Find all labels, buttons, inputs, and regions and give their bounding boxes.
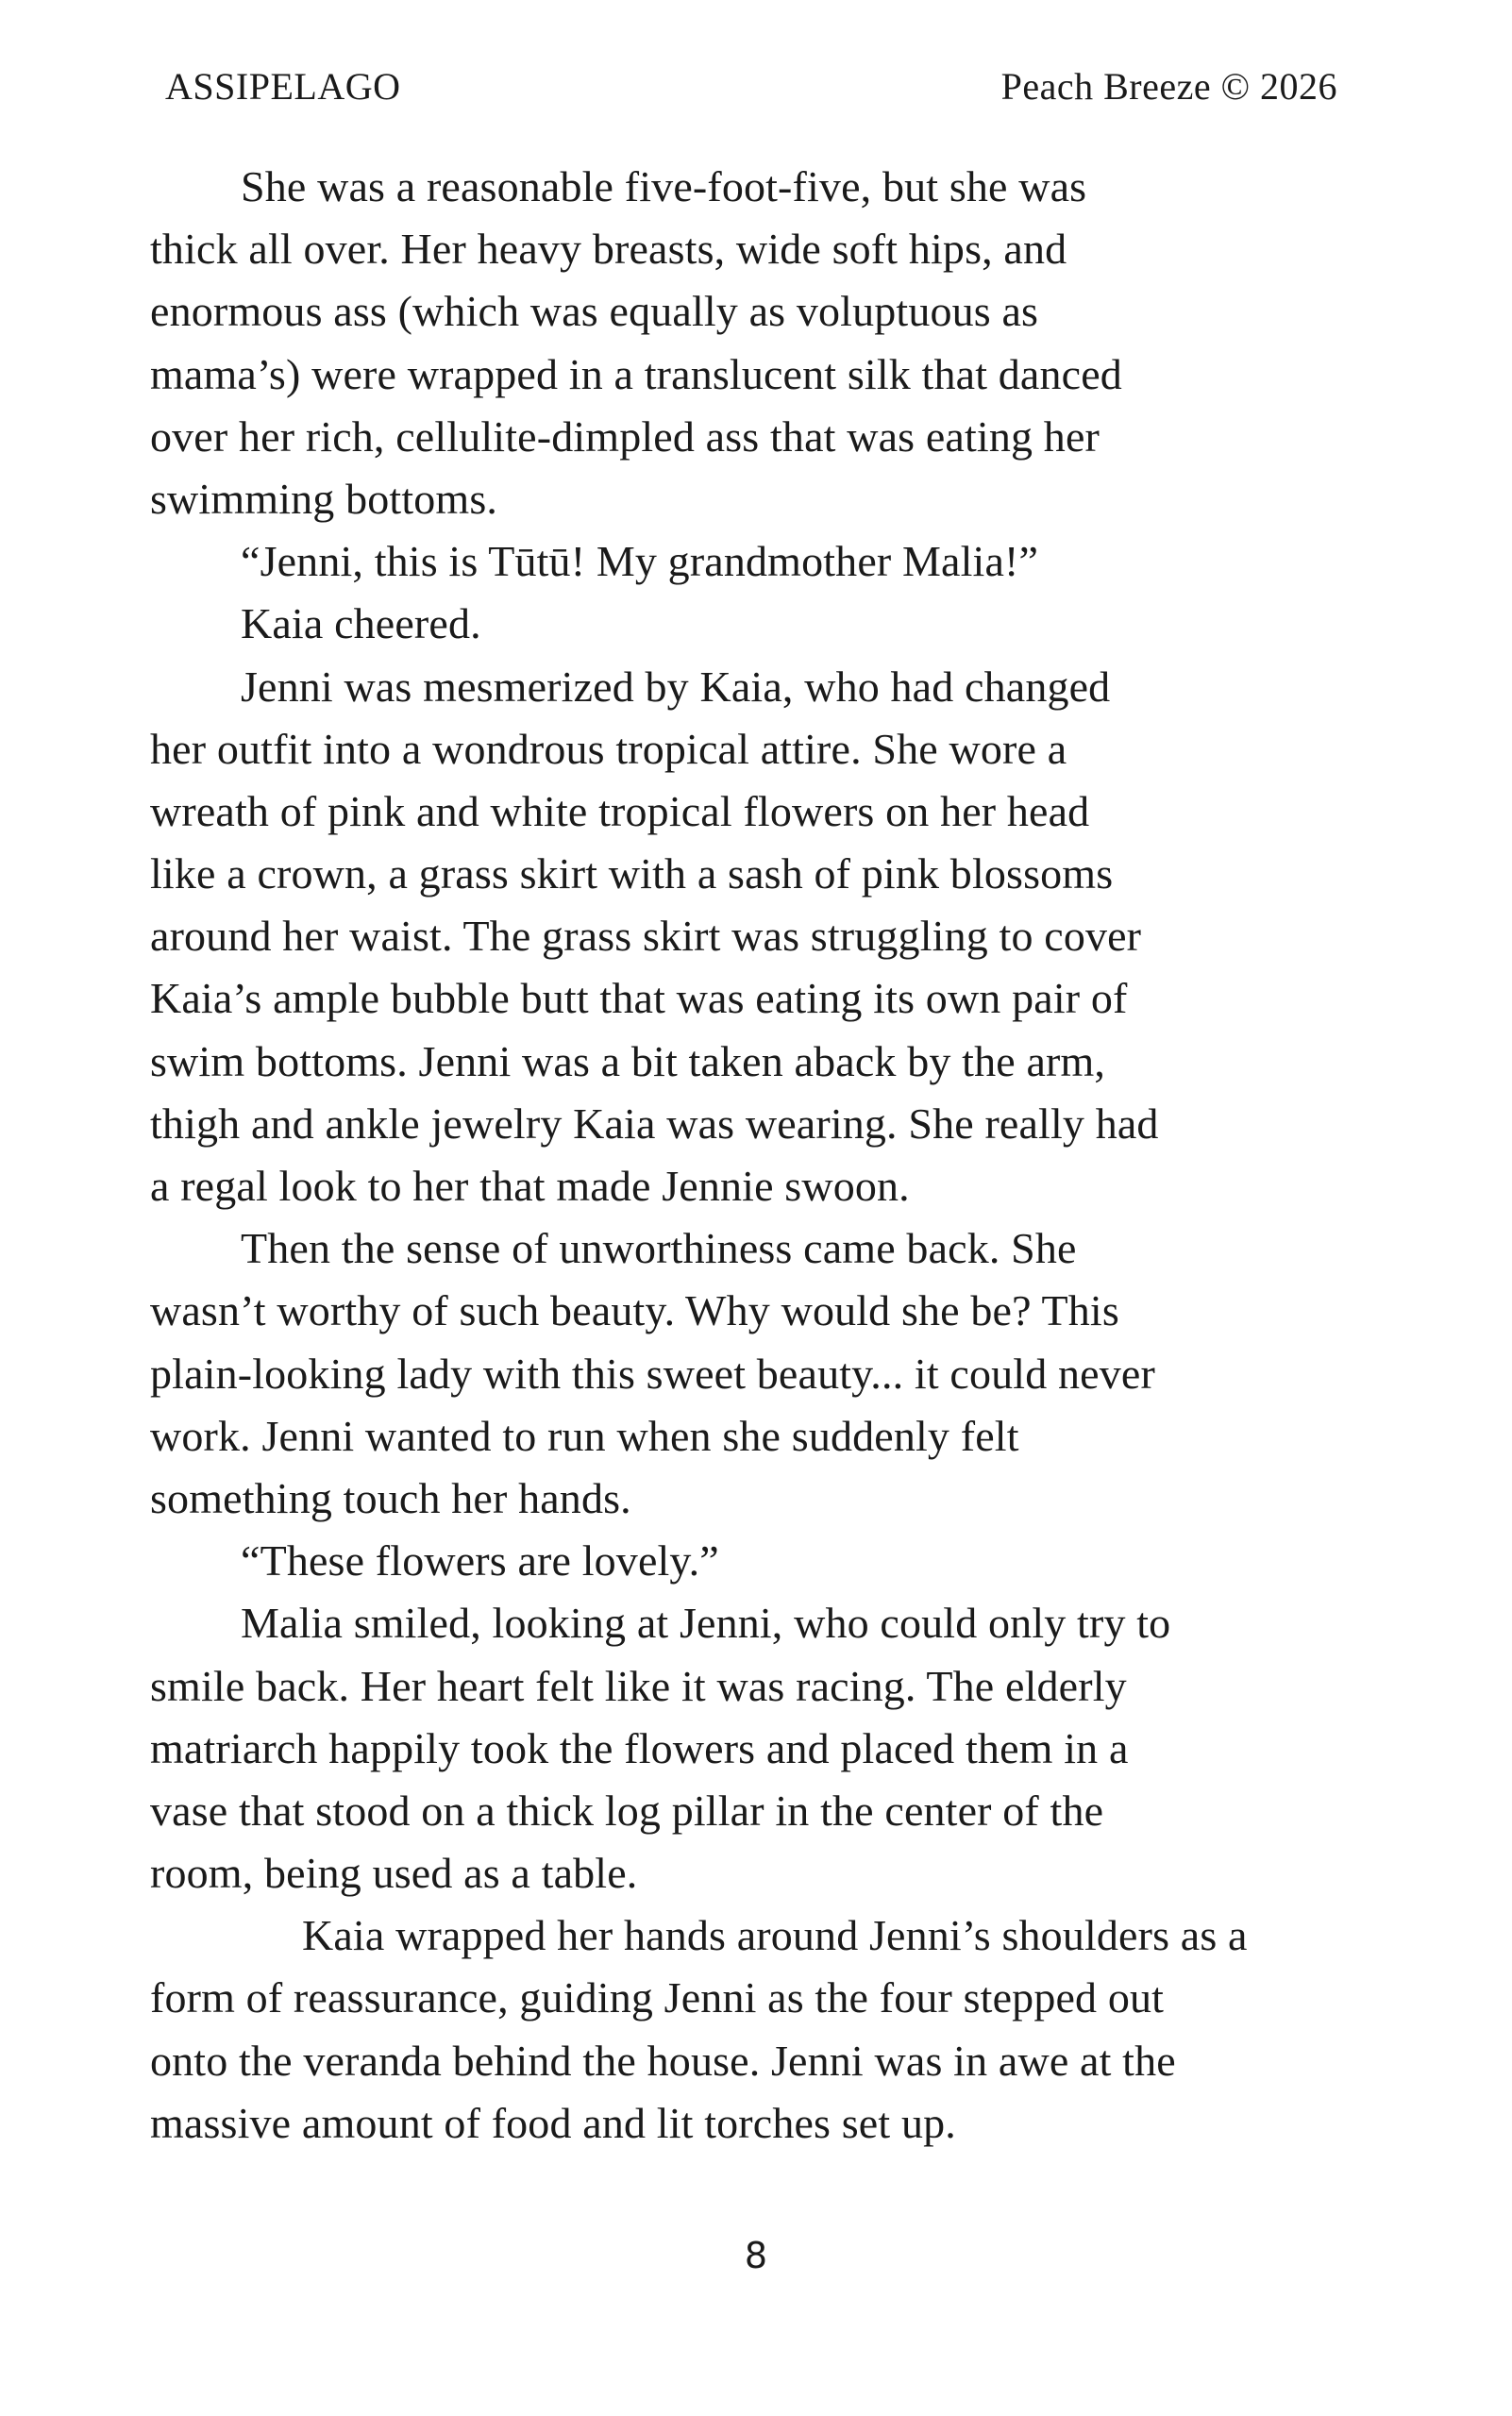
page-number: 8 — [744, 2235, 768, 2276]
paragraph-line: onto the veranda behind the house. Jenni was in awe at the — [150, 2036, 1176, 2085]
paragraph-line: thigh and ankle jewelry Kaia was wearing. She really had — [150, 1099, 1159, 1148]
paragraph-line: like a crown, a grass skirt with a sash of pink blossoms — [150, 849, 1114, 898]
paragraph-line: mama’s) were wrapped in a translucent silk that danced — [150, 349, 1122, 398]
body-text — [150, 156, 1349, 2155]
paragraph-line: She was a reasonable five-foot-five, but she was — [241, 162, 1087, 210]
paragraph-line: matriarch happily took the flowers and placed them in a — [150, 1723, 1129, 1772]
paragraph-line: a regal look to her that made Jennie swoon. — [150, 1162, 910, 1210]
paragraph-line: around her waist. The grass skirt was struggling to cover — [150, 912, 1142, 961]
header-copyright: Peach Breeze © 2026 — [1000, 65, 1337, 108]
paragraph-line: enormous ass (which was equally as voluptuous as — [150, 287, 1039, 336]
paragraph-line: Kaia cheered. — [241, 599, 481, 648]
paragraph-line: something touch her hands. — [150, 1473, 631, 1522]
paragraph-line: Kaia wrapped her hands around Jenni’s shoulders as a — [302, 1911, 1248, 1960]
paragraph-line: “These flowers are lovely.” — [241, 1536, 719, 1586]
paragraph-line: wreath of pink and white tropical flowers on her head — [150, 786, 1090, 835]
paragraph-line: her outfit into a wondrous tropical attire. She wore a — [150, 724, 1067, 773]
running-header — [165, 59, 1337, 115]
paragraph-line: vase that stood on a thick log pillar in the center of the — [150, 1786, 1104, 1835]
paragraph-line: Malia smiled, looking at Jenni, who could only try to — [241, 1599, 1171, 1648]
paragraph-line: Then the sense of unworthiness came back. She — [241, 1224, 1077, 1273]
header-title: ASSIPELAGO — [165, 65, 401, 108]
paragraph-line: swimming bottoms. — [150, 474, 498, 523]
paragraph-line: Jenni was mesmerized by Kaia, who had changed — [241, 662, 1111, 711]
paragraph-line: smile back. Her heart felt like it was racing. The elderly — [150, 1661, 1127, 1710]
paragraph-line: plain-looking lady with this sweet beauty... it could never — [150, 1349, 1155, 1398]
paragraph-line: room, being used as a table. — [150, 1849, 638, 1898]
paragraph-line: swim bottoms. Jenni was a bit taken aback by the arm, — [150, 1036, 1106, 1085]
paragraph-line: over her rich, cellulite-dimpled ass that was eating her — [150, 411, 1100, 461]
paragraph-line: “Jenni, this is Tūtū! My grandmother Malia!” — [241, 537, 1039, 586]
paragraph-line: form of reassurance, guiding Jenni as the four stepped out — [150, 1973, 1165, 2022]
paragraph-line: massive amount of food and lit torches set up. — [150, 2098, 956, 2147]
paragraph-line: wasn’t worthy of such beauty. Why would she be? This — [150, 1286, 1119, 1335]
paragraph-line: thick all over. Her heavy breasts, wide soft hips, and — [150, 225, 1067, 274]
paragraph-line: Kaia’s ample bubble butt that was eating its own pair of — [150, 974, 1128, 1023]
paragraph-line: work. Jenni wanted to run when she suddenly felt — [150, 1411, 1019, 1460]
